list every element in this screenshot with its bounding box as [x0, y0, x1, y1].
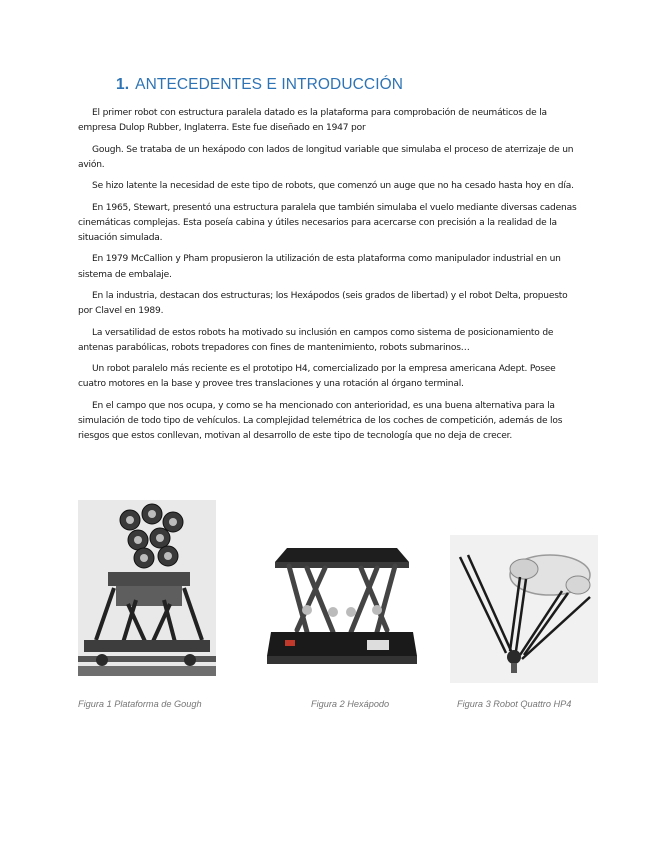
- body-text: [78, 106, 578, 451]
- paragraph-9: En el campo que nos ocupa, y como se ha mencionado con anterioridad, es una buena alternativa para la simulación de todo tipo de vehículos. La complejidad telemétrica de los coches de competición, además de los riesgos que estos conllevan, motivan al desarrollo de este tipo de tecnología que no deja de crecer.: [78, 400, 563, 442]
- quattro-robot-image: [450, 535, 598, 683]
- paragraph-7: La versatilidad de estos robots ha motivado su inclusión en campos como sistema de posicionamiento de antenas parabólicas, robots trepadores con fines de mantenimiento, robots submarinos…: [78, 327, 554, 353]
- section-heading: [116, 76, 403, 94]
- hexapod-image: [267, 540, 417, 670]
- figure-3-caption: Figura 3 Robot Quattro HP4: [457, 699, 572, 709]
- paragraph-8: Un robot paralelo más reciente es el prototipo H4, comercializado por la empresa americana Adept. Posee cuatro motores en la base y provee tres translaciones y una rotación al órgano terminal.: [78, 364, 556, 390]
- paragraph-2: Gough. Se trataba de un hexápodo con lados de longitud variable que simulaba el proceso de aterrizaje de un avión.: [78, 144, 574, 170]
- gough-platform-image: [78, 500, 216, 676]
- section-title: ANTECEDENTES E INTRODUCCIÓN: [135, 76, 404, 93]
- paragraph-6: En la industria, destacan dos estructuras; los Hexápodos (seis grados de libertad) y el robot Delta, propuesto por Clavel en 1989.: [78, 290, 568, 317]
- paragraph-4: En 1965, Stewart, presentó una estructura paralela que también simulaba el vuelo mediante diversas cadenas cinemáticas complejas. Esta poseía cabina y útiles necesarios para acercarse con precisión a la realidad de la situación simulada.: [78, 202, 577, 243]
- section-number: 1.: [116, 76, 130, 93]
- paragraph-1: El primer robot con estructura paralela datado es la plataforma para comprobación de neumáticos de la empresa Dulop Rubber, Inglaterra. Este fue diseñado en 1947 por: [78, 108, 547, 134]
- paragraph-5: En 1979 McCallion y Pham propusieron la utilización de esta plataforma como manipulador industrial en un sistema de embalaje.: [78, 254, 561, 280]
- figure-1-caption: Figura 1 Plataforma de Gough: [78, 699, 202, 709]
- figure-2-caption: Figura 2 Hexápodo: [311, 699, 390, 709]
- paragraph-3: Se hizo latente la necesidad de este tipo de robots, que comenzó un auge que no ha cesado hasta hoy en día.: [92, 181, 574, 192]
